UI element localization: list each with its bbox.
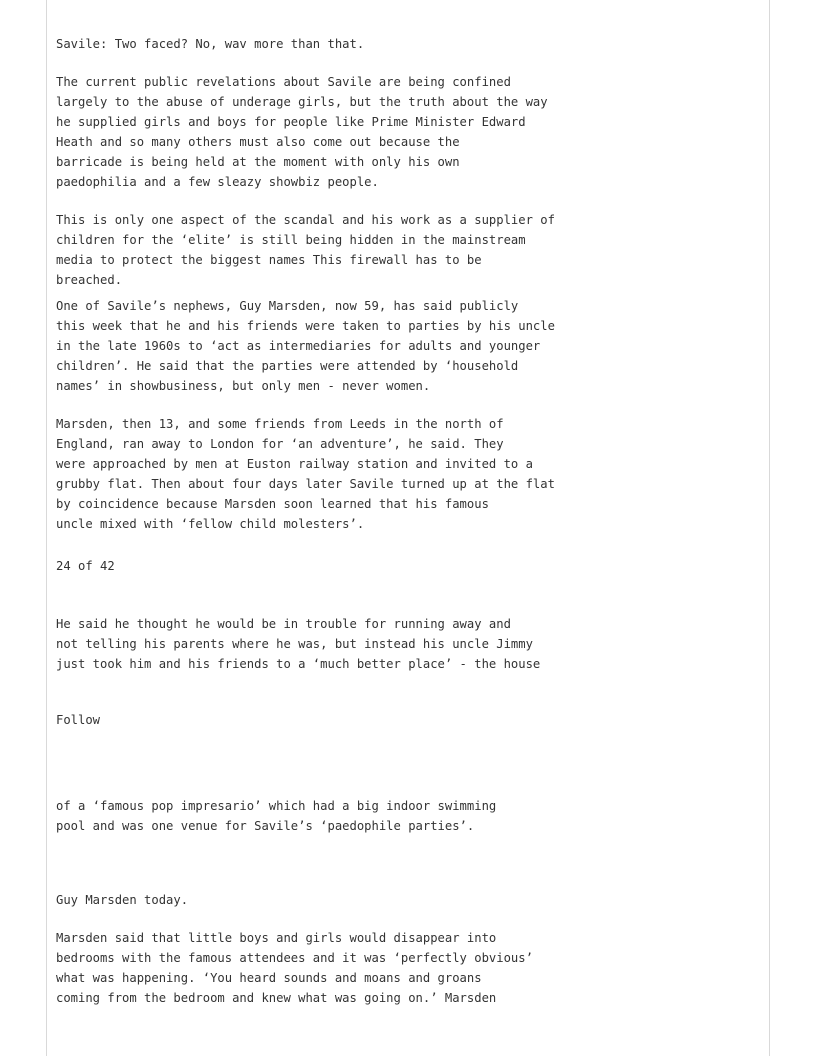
text-line: This is only one aspect of the scandal and his work as a supplier of [56,213,555,227]
text-line: what was happening. ‘You heard sounds and moans and groans [56,971,482,985]
text-line: children’. He said that the parties were attended by ‘household [56,359,519,373]
text-line: largely to the abuse of underage girls, but the truth about the way [56,95,548,109]
text-line: names’ in showbusiness, but only men - never women. [56,379,431,393]
image-caption: Guy Marsden today. [56,893,189,907]
text-line: uncle mixed with ‘fellow child molesters’. [56,517,365,531]
text-line: England, ran away to London for ‘an adventure’, he said. They [56,437,504,451]
text-line: Savile: Two faced? No, wav more than that. [56,37,365,51]
text-line: bedrooms with the famous attendees and it was ‘perfectly obvious’ [56,951,533,965]
page-counter: 24 of 42 [56,559,115,573]
text-line: Marsden, then 13, and some friends from Leeds in the north of [56,417,504,431]
text-line: coming from the bedroom and knew what was going on.’ Marsden [56,991,497,1005]
text-line: barricade is being held at the moment with only his own [56,155,460,169]
text-line: were approached by men at Euston railway station and invited to a [56,457,533,471]
text-line: Marsden said that little boys and girls would disappear into [56,931,497,945]
text-line: The current public revelations about Savile are being confined [56,75,511,89]
text-line: media to protect the biggest names This firewall has to be [56,253,482,267]
document-page [46,0,770,1056]
text-line: he supplied girls and boys for people like Prime Minister Edward [56,115,526,129]
text-line: He said he thought he would be in trouble for running away and [56,617,511,631]
text-line: grubby flat. Then about four days later Savile turned up at the flat [56,477,555,491]
text-line: just took him and his friends to a ‘much better place’ - the house [56,657,541,671]
text-line: pool and was one venue for Savile’s ‘paedophile parties’. [56,819,475,833]
text-line: in the late 1960s to ‘act as intermediaries for adults and younger [56,339,541,353]
text-line: breached. [56,273,123,287]
follow-label: Follow [56,713,101,727]
text-line: Heath and so many others must also come out because the [56,135,460,149]
text-line: this week that he and his friends were taken to parties by his uncle [56,319,555,333]
text-line: of a ‘famous pop impresario’ which had a big indoor swimming [56,799,497,813]
text-line: not telling his parents where he was, but instead his uncle Jimmy [56,637,533,651]
text-line: paedophilia and a few sleazy showbiz people. [56,175,379,189]
text-line: by coincidence because Marsden soon learned that his famous [56,497,489,511]
text-line: One of Savile’s nephews, Guy Marsden, now 59, has said publicly [56,299,519,313]
text-line: children for the ‘elite’ is still being hidden in the mainstream [56,233,526,247]
